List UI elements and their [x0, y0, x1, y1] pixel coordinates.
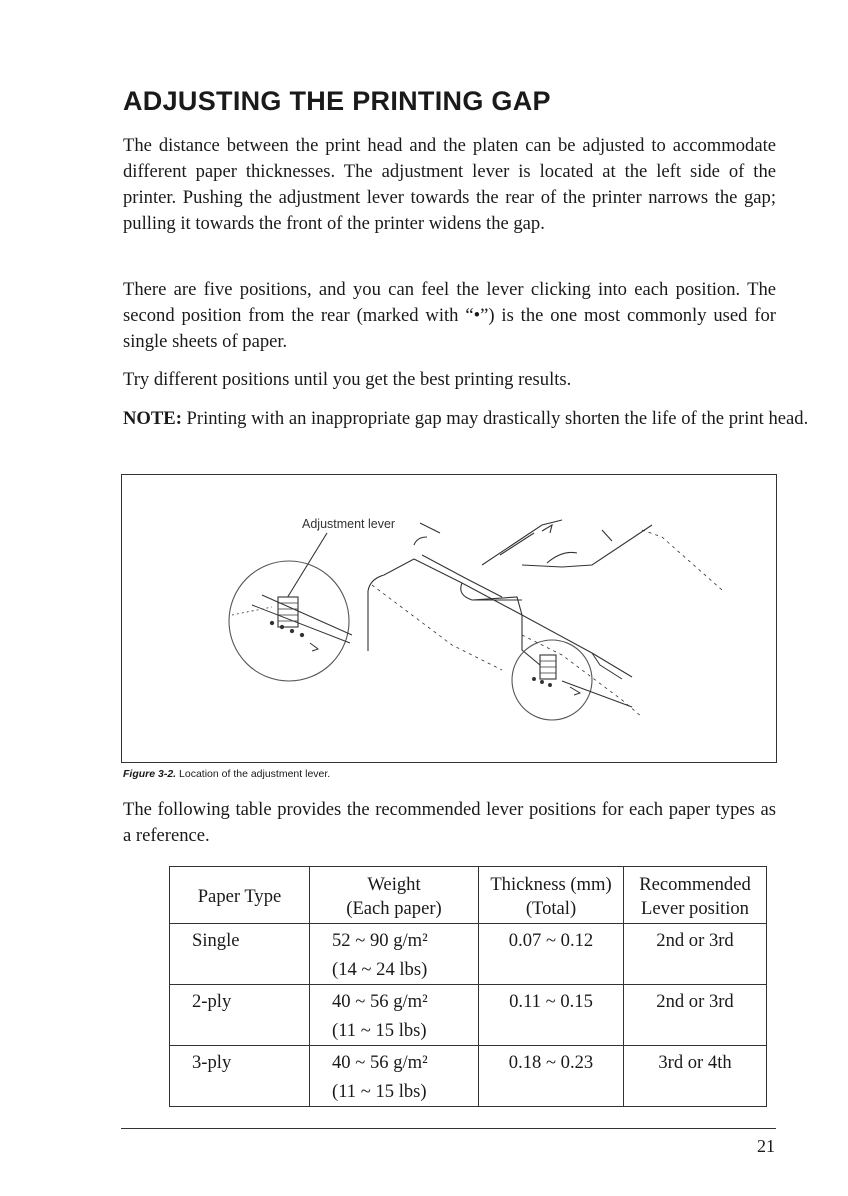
cell-paper-type: 2-ply	[170, 985, 310, 1046]
cell-lever-position: 2nd or 3rd	[624, 924, 767, 985]
cell-lever-position: 3rd or 4th	[624, 1046, 767, 1107]
header-thickness-line2: (Total)	[525, 898, 577, 919]
note-paragraph	[123, 406, 842, 432]
note-label: NOTE:	[123, 408, 182, 429]
header-paper-type: Paper Type	[170, 867, 310, 924]
cell-paper-type: Single	[170, 924, 310, 985]
cell-weight-grams: 40 ~ 56 g/m²	[332, 1052, 428, 1073]
cell-thickness: 0.11 ~ 0.15	[479, 985, 624, 1046]
table-row	[170, 985, 767, 1046]
footer-divider	[121, 1128, 776, 1129]
intro-paragraph: The distance between the print head and the platen can be adjusted to accommodate different paper thicknesses. The adjustment lever is located at the left side of the printer. Pushing the adjustment lever towards the rear of the printer narrows the gap; pulling it towards the front of the printer widens the gap.	[123, 135, 776, 234]
figure-caption	[123, 768, 330, 780]
cell-weight-lbs: (11 ~ 15 lbs)	[332, 1020, 427, 1041]
callout-leader-left	[284, 533, 327, 603]
header-thickness-line1: Thickness (mm)	[490, 874, 612, 895]
header-weight	[310, 867, 479, 924]
printer-body	[368, 520, 722, 717]
header-position-line2: Lever position	[641, 898, 749, 919]
cell-paper-type: 3-ply	[170, 1046, 310, 1107]
table-intro-paragraph: The following table provides the recommended lever positions for each paper types as a reference.	[123, 799, 776, 846]
table-row	[170, 924, 767, 985]
printer-illustration	[122, 475, 776, 762]
try-positions-paragraph: Try different positions until you get the best printing results.	[123, 369, 572, 390]
header-weight-line2: (Each paper)	[346, 898, 442, 919]
caption-label: Figure 3-2.	[123, 768, 177, 780]
table-header-row	[170, 867, 767, 924]
header-thickness	[479, 867, 624, 924]
positions-paragraph: There are five positions, and you can feel the lever clicking into each position. The second position from the rear (marked with “•”) is the one most commonly used for single sheets of paper.	[123, 279, 776, 352]
callout-leader-right	[420, 523, 440, 533]
cell-lever-position: 2nd or 3rd	[624, 985, 767, 1046]
header-position	[624, 867, 767, 924]
figure-frame	[121, 474, 777, 763]
lever-location-magnifier	[512, 640, 632, 720]
note-text: Printing with an inappropriate gap may drastically shorten the life of the print head.	[181, 408, 809, 429]
adjustment-lever-callout: Adjustment lever	[302, 517, 396, 531]
cell-weight-grams: 40 ~ 56 g/m²	[332, 991, 428, 1012]
cell-weight-lbs: (14 ~ 24 lbs)	[332, 959, 428, 980]
page-number: 21	[757, 1136, 775, 1156]
page-title: ADJUSTING THE PRINTING GAP	[123, 86, 551, 116]
lever-detail-magnifier	[229, 561, 352, 681]
cell-weight	[310, 985, 479, 1046]
cell-thickness: 0.18 ~ 0.23	[479, 1046, 624, 1107]
header-position-line1: Recommended	[639, 874, 751, 895]
caption-text: Location of the adjustment lever.	[176, 768, 331, 780]
lever-position-table	[169, 866, 767, 1107]
header-weight-line1: Weight	[367, 874, 421, 895]
cell-weight	[310, 1046, 479, 1107]
cell-weight-lbs: (11 ~ 15 lbs)	[332, 1081, 427, 1102]
cell-thickness: 0.07 ~ 0.12	[479, 924, 624, 985]
cell-weight-grams: 52 ~ 90 g/m²	[332, 930, 428, 951]
cell-weight	[310, 924, 479, 985]
table-row	[170, 1046, 767, 1107]
